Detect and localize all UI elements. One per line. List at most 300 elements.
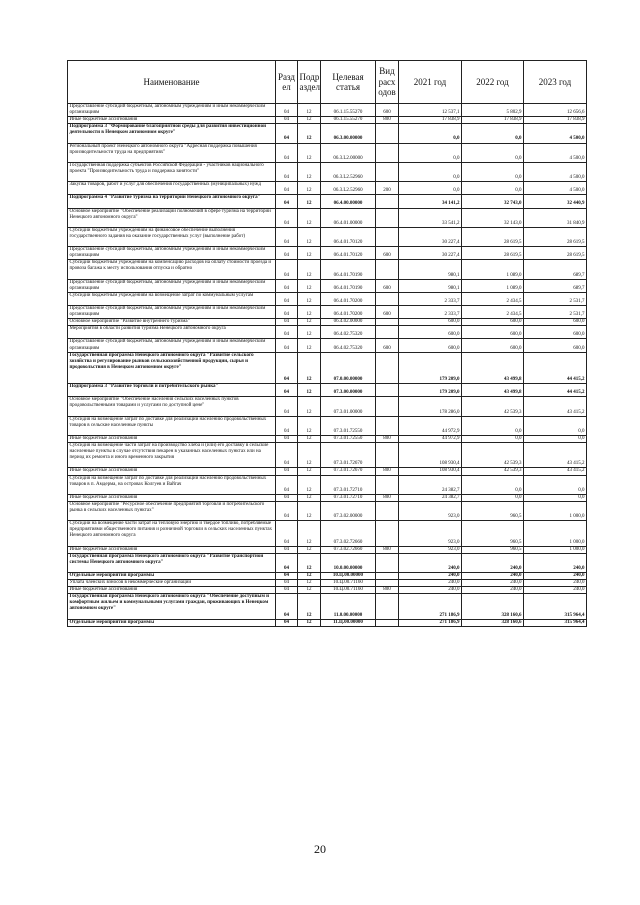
- row-name-cell: Предоставление субсидий бюджетным, автономным учреждениям и иным некоммерческим организациям: [68, 104, 276, 117]
- table-row: [68, 195, 587, 208]
- header-year-2023: 2023 год: [524, 61, 587, 104]
- row-target-article-cell: 07.0.00.00000: [321, 352, 376, 384]
- table-row: [68, 619, 587, 626]
- row-podrazdel-cell: 12: [298, 117, 321, 124]
- row-2021-cell: 600,0: [399, 339, 462, 352]
- row-target-article-cell: 07.3.00.00000: [321, 384, 376, 397]
- row-razdel-cell: 04: [276, 117, 298, 124]
- row-podrazdel-cell: 12: [298, 319, 321, 326]
- row-name-cell: Основное мероприятие "Ресурсное обеспечение предприятий торговли и потребительского рынка в сельских населенных пунктах": [68, 501, 276, 520]
- row-target-article-cell: 07.3.01.72710: [321, 475, 376, 494]
- row-target-article-cell: 06.4.01.70120: [321, 227, 376, 246]
- row-razdel-cell: 04: [276, 494, 298, 501]
- row-2022-cell: 42 539,3: [462, 397, 524, 416]
- row-2021-cell: 108 930,4: [399, 443, 462, 468]
- row-name-cell: Региональный проект Ненецкого автономного округа "Адресная поддержка повышения производительности труда на предприятиях": [68, 143, 276, 162]
- row-name-cell: Государственная программа Ненецкого автономного округа "Развитие транспортной системы Ненецкого автономного округа": [68, 553, 276, 572]
- table-row: [68, 208, 587, 227]
- table-row: [68, 227, 587, 246]
- header-razdel: Разд ел: [276, 61, 298, 104]
- row-name-cell: Предоставление субсидий бюджетным, автономным учреждениям и иным некоммерческим организациям: [68, 279, 276, 292]
- row-expense-type-cell: [376, 292, 399, 305]
- row-expense-type-cell: 800: [376, 546, 399, 553]
- row-razdel-cell: 04: [276, 195, 298, 208]
- row-2022-cell: 1 089,0: [462, 279, 524, 292]
- header-year-2022: 2022 год: [462, 61, 524, 104]
- row-podrazdel-cell: 12: [298, 521, 321, 546]
- table-body: [68, 104, 587, 627]
- row-2021-cell: 0,0: [399, 143, 462, 162]
- row-2023-cell: 2 531,7: [524, 306, 587, 319]
- table-row: [68, 306, 587, 319]
- row-expense-type-cell: 600: [376, 104, 399, 117]
- row-razdel-cell: 04: [276, 553, 298, 572]
- row-2023-cell: 44 415,2: [524, 352, 587, 384]
- row-name-cell: Предоставление субсидий бюджетным, автономным учреждениям и иным некоммерческим организациям: [68, 339, 276, 352]
- row-2021-cell: 108 930,4: [399, 468, 462, 475]
- row-expense-type-cell: [376, 521, 399, 546]
- row-2022-cell: 2 434,5: [462, 292, 524, 305]
- row-target-article-cell: 11.Ц.00.00000: [321, 619, 376, 626]
- table-row: [68, 572, 587, 579]
- table-row: [68, 384, 587, 397]
- row-2022-cell: 42 539,3: [462, 468, 524, 475]
- row-podrazdel-cell: 12: [298, 397, 321, 416]
- budget-table: [67, 60, 587, 627]
- row-expense-type-cell: 800: [376, 468, 399, 475]
- row-2023-cell: 689,7: [524, 279, 587, 292]
- row-2022-cell: 0,0: [462, 494, 524, 501]
- row-expense-type-cell: 800: [376, 494, 399, 501]
- row-razdel-cell: 04: [276, 182, 298, 195]
- row-podrazdel-cell: 12: [298, 247, 321, 260]
- row-2023-cell: 0,0: [524, 475, 587, 494]
- row-target-article-cell: 06.4.01.70190: [321, 279, 376, 292]
- row-target-article-cell: 07.3.01.00000: [321, 397, 376, 416]
- table-row: [68, 587, 587, 594]
- row-target-article-cell: 07.3.02.00000: [321, 501, 376, 520]
- row-razdel-cell: 04: [276, 501, 298, 520]
- row-2022-cell: 328 160,6: [462, 594, 524, 619]
- row-2021-cell: 240,0: [399, 580, 462, 587]
- row-2022-cell: 28 619,5: [462, 247, 524, 260]
- table-row: [68, 580, 587, 587]
- row-target-article-cell: 06.3.L2.52960: [321, 182, 376, 195]
- row-expense-type-cell: [376, 619, 399, 626]
- budget-table-sheet: [67, 60, 586, 627]
- row-target-article-cell: 10.0.00.00000: [321, 553, 376, 572]
- row-razdel-cell: 04: [276, 594, 298, 619]
- row-2023-cell: 17 838,9: [524, 117, 587, 124]
- row-2022-cell: 960,5: [462, 501, 524, 520]
- table-row: [68, 443, 587, 468]
- table-row: [68, 435, 587, 442]
- row-target-article-cell: 06.3.L2.00000: [321, 143, 376, 162]
- row-razdel-cell: 04: [276, 416, 298, 435]
- row-2021-cell: 240,0: [399, 587, 462, 594]
- row-2022-cell: 600,0: [462, 319, 524, 326]
- row-expense-type-cell: [376, 195, 399, 208]
- row-2022-cell: 240,0: [462, 553, 524, 572]
- row-razdel-cell: 04: [276, 208, 298, 227]
- row-podrazdel-cell: 12: [298, 162, 321, 181]
- row-2021-cell: 2 333,7: [399, 292, 462, 305]
- row-2021-cell: 178 286,0: [399, 397, 462, 416]
- row-expense-type-cell: [376, 475, 399, 494]
- row-expense-type-cell: [376, 124, 399, 143]
- row-2023-cell: 240,0: [524, 553, 587, 572]
- row-razdel-cell: 04: [276, 587, 298, 594]
- row-2021-cell: 0,0: [399, 162, 462, 181]
- row-podrazdel-cell: 12: [298, 468, 321, 475]
- row-2021-cell: 980,1: [399, 279, 462, 292]
- row-2021-cell: 240,0: [399, 572, 462, 579]
- row-2021-cell: 12 537,1: [399, 104, 462, 117]
- row-name-cell: Отдельные мероприятия программы: [68, 572, 276, 579]
- row-name-cell: Уплата членских взносов в некоммерческие организации: [68, 580, 276, 587]
- row-podrazdel-cell: 12: [298, 306, 321, 319]
- table-row: [68, 143, 587, 162]
- row-expense-type-cell: [376, 572, 399, 579]
- row-expense-type-cell: [376, 319, 399, 326]
- row-expense-type-cell: [376, 443, 399, 468]
- row-podrazdel-cell: 12: [298, 443, 321, 468]
- row-2023-cell: 43 415,2: [524, 397, 587, 416]
- row-2021-cell: 923,0: [399, 501, 462, 520]
- row-target-article-cell: 07.3.01.72670: [321, 443, 376, 468]
- row-2023-cell: 28 619,5: [524, 227, 587, 246]
- row-2021-cell: 30 227,4: [399, 227, 462, 246]
- row-podrazdel-cell: 12: [298, 227, 321, 246]
- row-razdel-cell: 04: [276, 319, 298, 326]
- row-razdel-cell: 04: [276, 292, 298, 305]
- table-row: [68, 553, 587, 572]
- row-expense-type-cell: 200: [376, 182, 399, 195]
- row-name-cell: Государственная программа Ненецкого автономного округа "Обеспечение доступным и комфортным жильем и коммунальными услугами граждан, проживающих в Ненецком автономном округе": [68, 594, 276, 619]
- row-name-cell: Подпрограмма 4 "Развитие туризма на территории Ненецкого автономного округа": [68, 195, 276, 208]
- row-2021-cell: 179 209,0: [399, 352, 462, 384]
- row-expense-type-cell: 600: [376, 247, 399, 260]
- row-name-cell: Государственная программа Ненецкого автономного округа "Развитие сельского хозяйства и регулирование рынков сельскохозяйственной продукции, сырья и продовольствия в Ненецком автономном округе": [68, 352, 276, 384]
- row-target-article-cell: 07.3.01.72550: [321, 416, 376, 435]
- row-2022-cell: 1 089,0: [462, 260, 524, 279]
- row-2022-cell: 240,0: [462, 587, 524, 594]
- row-2023-cell: 600,0: [524, 319, 587, 326]
- row-target-article-cell: 07.3.01.72710: [321, 494, 376, 501]
- row-2022-cell: 240,0: [462, 572, 524, 579]
- row-podrazdel-cell: 12: [298, 587, 321, 594]
- row-expense-type-cell: [376, 143, 399, 162]
- row-name-cell: Субсидии бюджетным учреждениям на финансовое обеспечение выполнения государственного задания на оказание государственных услуг (выполнение работ): [68, 227, 276, 246]
- row-2022-cell: 600,0: [462, 326, 524, 339]
- row-razdel-cell: 04: [276, 468, 298, 475]
- row-2023-cell: 4 500,0: [524, 182, 587, 195]
- row-2022-cell: 42 539,3: [462, 443, 524, 468]
- row-2022-cell: 0,0: [462, 182, 524, 195]
- row-2022-cell: 600,0: [462, 339, 524, 352]
- row-razdel-cell: 04: [276, 279, 298, 292]
- row-2021-cell: 923,0: [399, 521, 462, 546]
- row-razdel-cell: 04: [276, 306, 298, 319]
- table-row: [68, 397, 587, 416]
- row-target-article-cell: 06.4.02.75320: [321, 339, 376, 352]
- row-2023-cell: 4 500,0: [524, 124, 587, 143]
- row-name-cell: Предоставление субсидий бюджетным, автономным учреждениям и иным некоммерческим организациям: [68, 306, 276, 319]
- row-2022-cell: 5 802,9: [462, 104, 524, 117]
- row-2021-cell: 0,0: [399, 124, 462, 143]
- row-name-cell: Субсидии бюджетным учреждениям на компенсацию расходов на оплату стоимости проезда и провоза багажа к месту использования отпуска и обратно: [68, 260, 276, 279]
- row-2023-cell: 2 531,7: [524, 292, 587, 305]
- row-razdel-cell: 04: [276, 339, 298, 352]
- table-row: [68, 501, 587, 520]
- row-name-cell: Иные бюджетные ассигнования: [68, 494, 276, 501]
- row-2023-cell: 689,7: [524, 260, 587, 279]
- row-target-article-cell: 06.1.15.55270: [321, 117, 376, 124]
- row-podrazdel-cell: 12: [298, 619, 321, 626]
- row-podrazdel-cell: 12: [298, 384, 321, 397]
- row-podrazdel-cell: 12: [298, 260, 321, 279]
- table-row: [68, 260, 587, 279]
- row-2023-cell: 4 500,0: [524, 143, 587, 162]
- row-expense-type-cell: [376, 326, 399, 339]
- row-2022-cell: 960,5: [462, 546, 524, 553]
- row-2023-cell: 43 415,2: [524, 443, 587, 468]
- row-name-cell: Субсидия на возмещение затрат по доставке для реализации населению продовольственных товаров в п. Амдерма, на островах Колгуев и Вайгач: [68, 475, 276, 494]
- row-razdel-cell: 04: [276, 352, 298, 384]
- row-target-article-cell: 06.4.01.70120: [321, 247, 376, 260]
- table-row: [68, 546, 587, 553]
- row-podrazdel-cell: 12: [298, 352, 321, 384]
- row-expense-type-cell: [376, 580, 399, 587]
- row-2023-cell: 315 964,4: [524, 594, 587, 619]
- header-year-2021: 2021 год: [399, 61, 462, 104]
- table-row: [68, 352, 587, 384]
- row-2023-cell: 1 000,0: [524, 546, 587, 553]
- row-2021-cell: 240,0: [399, 553, 462, 572]
- row-name-cell: Основное мероприятие "Обеспечение реализации полномочий в сфере туризма на территории Ненецкого автономного округа": [68, 208, 276, 227]
- table-row: [68, 279, 587, 292]
- row-2021-cell: 34 141,2: [399, 195, 462, 208]
- row-target-article-cell: 06.4.02.75320: [321, 326, 376, 339]
- row-2022-cell: 2 434,5: [462, 306, 524, 319]
- row-2023-cell: 31 840,9: [524, 208, 587, 227]
- row-name-cell: Отдельные мероприятия программы: [68, 619, 276, 626]
- header-target-article: Целевая статья: [321, 61, 376, 104]
- row-2023-cell: 0,0: [524, 416, 587, 435]
- row-2022-cell: 0,0: [462, 475, 524, 494]
- row-target-article-cell: 06.4.01.00000: [321, 208, 376, 227]
- row-podrazdel-cell: 12: [298, 208, 321, 227]
- row-target-article-cell: 06.4.01.70190: [321, 260, 376, 279]
- row-razdel-cell: 04: [276, 580, 298, 587]
- row-podrazdel-cell: 12: [298, 572, 321, 579]
- row-2022-cell: 32 143,0: [462, 208, 524, 227]
- row-razdel-cell: 04: [276, 572, 298, 579]
- row-podrazdel-cell: 12: [298, 553, 321, 572]
- row-target-article-cell: 10.Ц.00.00000: [321, 572, 376, 579]
- row-name-cell: Субсидии на возмещение части затрат на тепловую энергию и твердое топливо, потребляемые предприятиями общественного питания и розничной торговли в сельских населенных пунктах Ненецкого автономного округа: [68, 521, 276, 546]
- row-name-cell: Основное мероприятие "Развитие внутреннего туризма": [68, 319, 276, 326]
- row-2021-cell: 24 382,7: [399, 494, 462, 501]
- row-2022-cell: 28 619,5: [462, 227, 524, 246]
- table-row: [68, 182, 587, 195]
- header-name: Наименование: [68, 61, 276, 104]
- row-2022-cell: 0,0: [462, 124, 524, 143]
- row-2023-cell: 4 500,0: [524, 162, 587, 181]
- row-target-article-cell: 06.3.L2.52960: [321, 162, 376, 181]
- row-razdel-cell: 04: [276, 443, 298, 468]
- table-row: [68, 521, 587, 546]
- row-expense-type-cell: [376, 162, 399, 181]
- row-expense-type-cell: [376, 352, 399, 384]
- table-row: [68, 117, 587, 124]
- row-name-cell: Предоставление субсидий бюджетным, автономным учреждениям и иным некоммерческим организациям: [68, 247, 276, 260]
- row-2021-cell: 980,1: [399, 260, 462, 279]
- row-2023-cell: 1 000,0: [524, 521, 587, 546]
- row-2021-cell: 271 186,9: [399, 619, 462, 626]
- row-podrazdel-cell: 12: [298, 501, 321, 520]
- row-expense-type-cell: [376, 260, 399, 279]
- row-target-article-cell: 06.4.02.00000: [321, 319, 376, 326]
- row-name-cell: Субсидия на возмещение затрат по доставке для реализации населению продовольственных товаров в сельские населенные пункты: [68, 416, 276, 435]
- row-2022-cell: 0,0: [462, 143, 524, 162]
- row-2023-cell: 315 964,4: [524, 619, 587, 626]
- table-row: [68, 292, 587, 305]
- row-target-article-cell: 10.Ц.00.71160: [321, 587, 376, 594]
- row-2023-cell: 32 440,9: [524, 195, 587, 208]
- row-2021-cell: 2 333,7: [399, 306, 462, 319]
- row-razdel-cell: 04: [276, 475, 298, 494]
- row-2023-cell: 600,0: [524, 326, 587, 339]
- row-expense-type-cell: [376, 384, 399, 397]
- row-2021-cell: 33 541,2: [399, 208, 462, 227]
- row-razdel-cell: 04: [276, 260, 298, 279]
- row-2022-cell: 240,0: [462, 580, 524, 587]
- row-2022-cell: 0,0: [462, 435, 524, 442]
- row-podrazdel-cell: 12: [298, 292, 321, 305]
- row-razdel-cell: 04: [276, 247, 298, 260]
- row-razdel-cell: 04: [276, 326, 298, 339]
- row-2021-cell: 923,0: [399, 546, 462, 553]
- row-2022-cell: 0,0: [462, 416, 524, 435]
- row-target-article-cell: 06.4.01.70200: [321, 306, 376, 319]
- row-2023-cell: 0,0: [524, 435, 587, 442]
- row-expense-type-cell: 600: [376, 279, 399, 292]
- row-razdel-cell: 04: [276, 227, 298, 246]
- row-2023-cell: 240,0: [524, 580, 587, 587]
- row-2021-cell: 44 972,9: [399, 435, 462, 442]
- row-target-article-cell: 06.3.00.00000: [321, 124, 376, 143]
- table-row: [68, 124, 587, 143]
- row-name-cell: Подпрограмма 3 "Развитие торговли и потребительского рынка": [68, 384, 276, 397]
- row-name-cell: Субсидия на возмещение части затрат на производство хлеба и (или) его доставку в сельские населенные пункты в случае отсутствия пекарен в указанных населенных пунктах или на период их ремонта и иного временного закрытия: [68, 443, 276, 468]
- row-razdel-cell: 04: [276, 435, 298, 442]
- row-2021-cell: 17 838,9: [399, 117, 462, 124]
- row-expense-type-cell: [376, 397, 399, 416]
- row-target-article-cell: 06.4.01.70200: [321, 292, 376, 305]
- row-expense-type-cell: 800: [376, 117, 399, 124]
- table-row: [68, 339, 587, 352]
- header-expense-type: Вид расх одов: [376, 61, 399, 104]
- table-row: [68, 162, 587, 181]
- row-podrazdel-cell: 12: [298, 104, 321, 117]
- row-expense-type-cell: [376, 501, 399, 520]
- row-podrazdel-cell: 12: [298, 475, 321, 494]
- table-row: [68, 475, 587, 494]
- row-2023-cell: 12 656,6: [524, 104, 587, 117]
- row-podrazdel-cell: 12: [298, 182, 321, 195]
- row-name-cell: Иные бюджетные ассигнования: [68, 435, 276, 442]
- row-2022-cell: 960,5: [462, 521, 524, 546]
- row-name-cell: Государственная поддержка субъектов Российской Федерации - участников национального проекта "Производительность труда и поддержка занятости": [68, 162, 276, 181]
- row-expense-type-cell: 800: [376, 587, 399, 594]
- row-2022-cell: 32 743,0: [462, 195, 524, 208]
- row-2023-cell: 28 619,5: [524, 247, 587, 260]
- row-target-article-cell: 11.0.00.00000: [321, 594, 376, 619]
- row-razdel-cell: 04: [276, 124, 298, 143]
- row-2023-cell: 1 000,0: [524, 501, 587, 520]
- row-name-cell: Подпрограмма 3 "Формирование благоприятной среды для развития инвестиционной деятельности в Ненецком автономном округе": [68, 124, 276, 143]
- row-target-article-cell: 07.3.01.72670: [321, 468, 376, 475]
- row-podrazdel-cell: 12: [298, 546, 321, 553]
- row-expense-type-cell: 800: [376, 435, 399, 442]
- row-podrazdel-cell: 12: [298, 339, 321, 352]
- table-row: [68, 247, 587, 260]
- row-name-cell: Мероприятия в области развития туризма Ненецкого автономного округа: [68, 326, 276, 339]
- row-2023-cell: 44 415,2: [524, 384, 587, 397]
- row-target-article-cell: 06.1.15.55270: [321, 104, 376, 117]
- row-podrazdel-cell: 12: [298, 326, 321, 339]
- row-podrazdel-cell: 12: [298, 124, 321, 143]
- header-podrazdel: Подр аздел: [298, 61, 321, 104]
- row-podrazdel-cell: 12: [298, 416, 321, 435]
- row-podrazdel-cell: 12: [298, 594, 321, 619]
- row-expense-type-cell: [376, 227, 399, 246]
- row-2021-cell: 271 186,9: [399, 594, 462, 619]
- row-2021-cell: 24 382,7: [399, 475, 462, 494]
- row-expense-type-cell: [376, 553, 399, 572]
- row-name-cell: Иные бюджетные ассигнования: [68, 546, 276, 553]
- row-2021-cell: 0,0: [399, 182, 462, 195]
- row-expense-type-cell: [376, 416, 399, 435]
- row-2022-cell: 0,0: [462, 162, 524, 181]
- page-number: 20: [314, 842, 326, 856]
- row-podrazdel-cell: 12: [298, 580, 321, 587]
- table-row: [68, 468, 587, 475]
- row-expense-type-cell: [376, 208, 399, 227]
- row-2023-cell: 43 415,2: [524, 468, 587, 475]
- row-razdel-cell: 04: [276, 546, 298, 553]
- row-razdel-cell: 04: [276, 397, 298, 416]
- row-razdel-cell: 04: [276, 619, 298, 626]
- row-2021-cell: 30 227,4: [399, 247, 462, 260]
- row-2023-cell: 600,0: [524, 339, 587, 352]
- row-name-cell: Иные бюджетные ассигнования: [68, 468, 276, 475]
- row-2023-cell: 240,0: [524, 587, 587, 594]
- row-2022-cell: 43 499,8: [462, 384, 524, 397]
- row-razdel-cell: 04: [276, 162, 298, 181]
- row-name-cell: Закупка товаров, работ и услуг для обеспечения государственных (муниципальных) нужд: [68, 182, 276, 195]
- row-podrazdel-cell: 12: [298, 279, 321, 292]
- table-row: [68, 416, 587, 435]
- row-2021-cell: 600,0: [399, 319, 462, 326]
- row-target-article-cell: 10.Ц.00.71160: [321, 580, 376, 587]
- row-2022-cell: 43 499,8: [462, 352, 524, 384]
- row-name-cell: Иные бюджетные ассигнования: [68, 117, 276, 124]
- table-row: [68, 594, 587, 619]
- table-row: [68, 494, 587, 501]
- row-2023-cell: 240,0: [524, 572, 587, 579]
